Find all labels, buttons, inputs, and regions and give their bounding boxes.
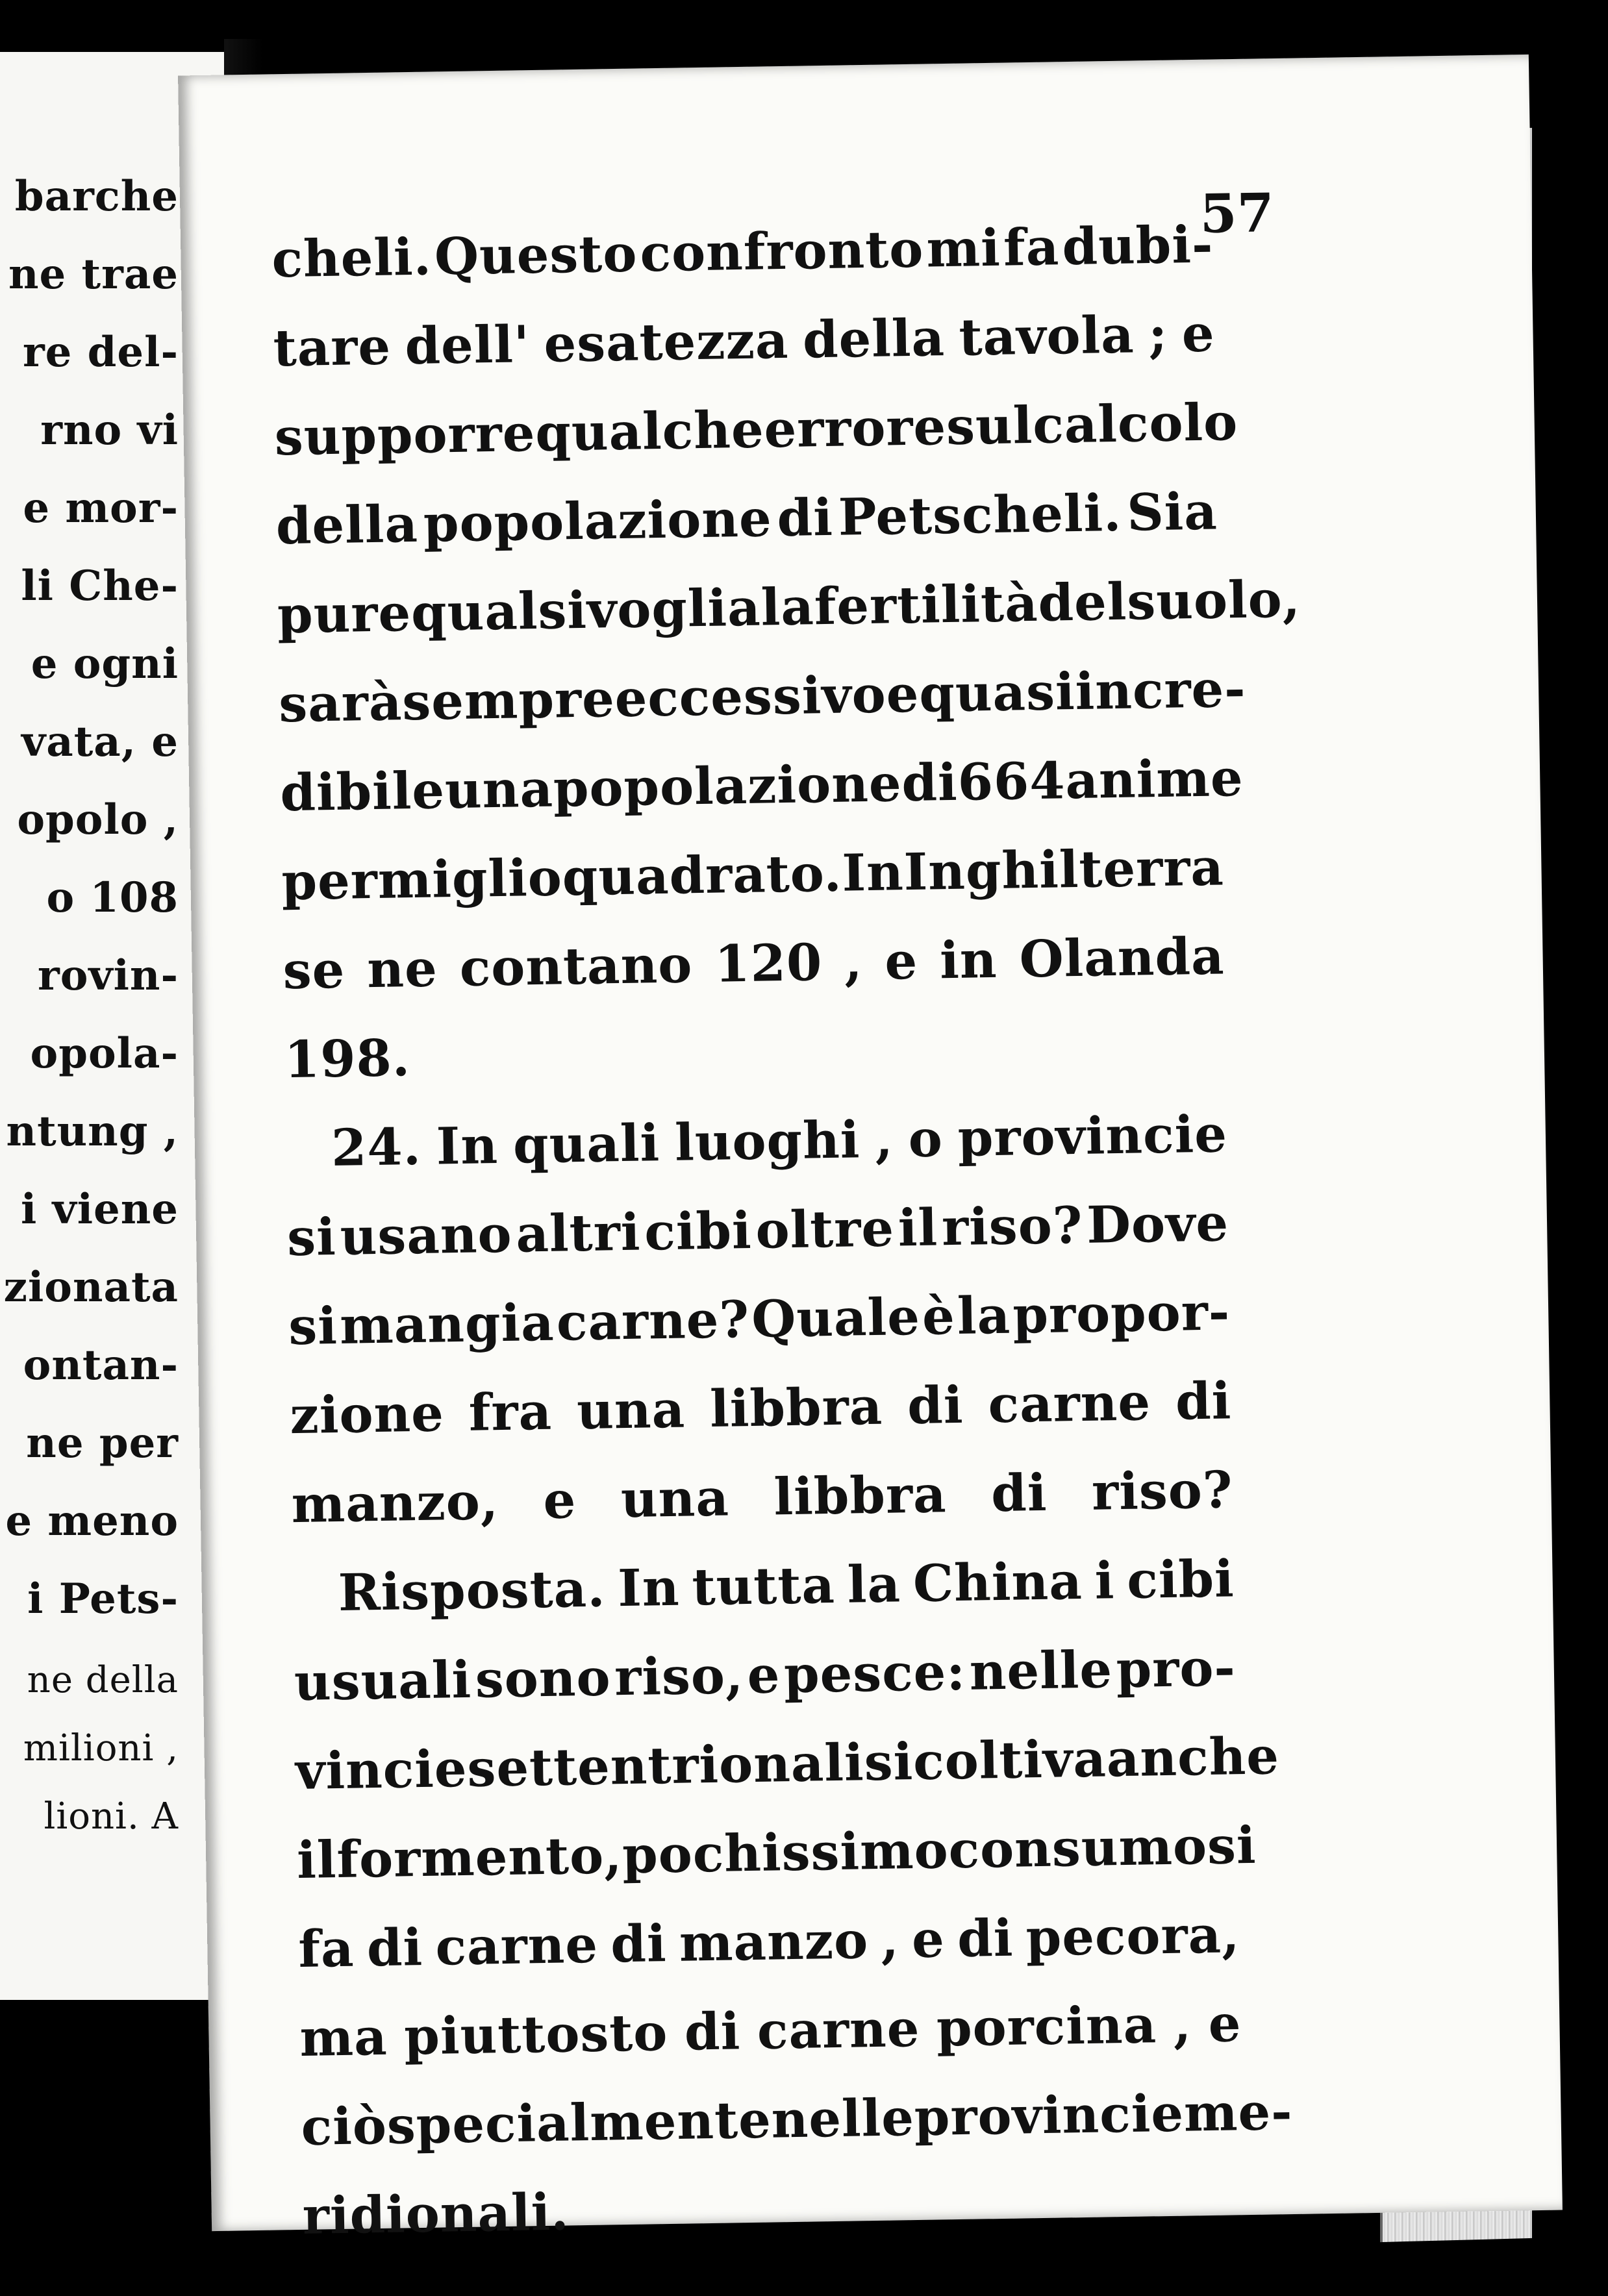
word: per	[281, 851, 379, 912]
text-line	[298, 1905, 1241, 2009]
left-page-line: e mor-	[23, 484, 179, 532]
word: specialmente	[386, 2090, 772, 2156]
word: usano	[339, 1204, 513, 1267]
word: 120	[714, 933, 823, 994]
word: nelle	[770, 2088, 915, 2150]
word: calcolo	[1032, 392, 1238, 455]
text-line	[278, 659, 1247, 764]
word: mi	[925, 218, 1001, 279]
word: libbra	[773, 1465, 948, 1527]
word: Olanda	[1018, 927, 1225, 990]
word: mangia	[339, 1293, 555, 1356]
word: e	[884, 931, 918, 992]
word: anche	[1106, 1727, 1280, 1789]
word: miglio	[377, 848, 563, 910]
word: anime	[1064, 748, 1244, 811]
text-line	[285, 1104, 1228, 1208]
word: riso,	[614, 1646, 744, 1708]
left-page-line: opola-	[30, 1029, 179, 1078]
word: Petscheli.	[838, 483, 1122, 547]
word: coltiva	[912, 1729, 1107, 1792]
word: In	[436, 1116, 499, 1177]
word: fra	[468, 1382, 553, 1443]
word: tavola	[958, 305, 1135, 368]
word: incre-	[1074, 659, 1247, 721]
word: propor-	[1012, 1282, 1231, 1345]
word: e	[542, 1471, 577, 1530]
text-line	[281, 838, 1224, 942]
word: di	[610, 1914, 668, 1975]
word: In	[617, 1558, 681, 1619]
word: ,	[844, 932, 864, 992]
word: di	[907, 1375, 964, 1436]
text-line	[273, 305, 1216, 408]
word: Quale	[751, 1287, 921, 1349]
word: la	[760, 577, 815, 638]
word: porcina	[936, 1995, 1157, 2058]
word: In	[841, 843, 905, 903]
word: i	[1094, 1551, 1116, 1611]
word: della	[275, 494, 419, 556]
word: di	[901, 753, 959, 814]
word: piuttosto	[403, 2003, 668, 2067]
word: si	[1207, 1816, 1257, 1876]
word: altri	[515, 1203, 642, 1264]
word: pro-	[1116, 1638, 1237, 1700]
word: errore	[763, 397, 947, 460]
word: carne	[757, 1999, 921, 2061]
text-line	[275, 482, 1218, 586]
word: esatezza	[543, 310, 790, 374]
word: suolo,	[1126, 569, 1301, 632]
word: ridionali.	[302, 2182, 570, 2246]
word: qualsivoglia	[410, 578, 762, 643]
text-line	[271, 216, 1214, 319]
word: confronto	[639, 219, 924, 284]
word: dubi-	[1061, 215, 1214, 277]
left-page-line: vata, e	[21, 718, 179, 766]
word: qualche	[534, 400, 765, 463]
word: pure	[277, 584, 412, 645]
word: una	[576, 1380, 686, 1441]
text-line	[296, 1816, 1257, 1920]
word: carne?	[556, 1290, 750, 1353]
word: e	[747, 1645, 781, 1706]
word: vincie	[295, 1739, 468, 1802]
word: Inghilterra	[903, 838, 1225, 903]
word: manzo	[679, 1911, 869, 1973]
word: il	[296, 1830, 338, 1890]
word: zione	[289, 1384, 445, 1446]
left-page-line: ne trae	[8, 250, 179, 299]
word: libbra	[709, 1377, 883, 1439]
word: di	[1175, 1371, 1232, 1432]
word: del	[1037, 572, 1128, 633]
left-page-line: ne per	[26, 1419, 179, 1467]
word: tare	[272, 317, 392, 379]
word: si	[863, 1732, 914, 1793]
word: di	[990, 1463, 1048, 1524]
word: il	[898, 1198, 938, 1258]
word: formento	[336, 1826, 605, 1890]
word: e	[885, 664, 920, 725]
word: è	[922, 1286, 956, 1347]
word: me-	[1183, 2082, 1294, 2143]
word: ,	[603, 1826, 623, 1886]
word: riso?	[1091, 1460, 1234, 1522]
word: manzo,	[290, 1472, 499, 1535]
text-line	[294, 1638, 1237, 1742]
word: della	[802, 308, 946, 370]
text-line	[286, 1193, 1229, 1297]
left-page-line: rovin-	[38, 951, 179, 1000]
word: quasi	[918, 662, 1076, 724]
left-page-footnote-line: milioni ,	[23, 1727, 179, 1769]
word: cibi	[1126, 1549, 1235, 1610]
word: pecora,	[1025, 1905, 1240, 1968]
text-line	[284, 1016, 1227, 1119]
word: si	[286, 1207, 337, 1268]
word: consumo	[948, 1816, 1208, 1880]
word: Questo	[434, 224, 638, 287]
text-line	[295, 1727, 1280, 1831]
word: di	[366, 1917, 423, 1978]
word: Sia	[1126, 482, 1218, 543]
left-page-line: zionata	[3, 1263, 179, 1312]
word: ,	[1173, 1995, 1192, 2054]
word: cheli.	[271, 227, 433, 290]
word: ,	[880, 1910, 900, 1970]
word: popolazione	[423, 489, 773, 554]
left-page-line: ntung ,	[6, 1107, 179, 1156]
left-page-line: li Che-	[21, 562, 179, 610]
word: ne	[366, 939, 438, 1000]
word: riso?	[941, 1195, 1084, 1258]
word: Dove	[1086, 1193, 1229, 1255]
word: se	[283, 940, 345, 1001]
word: pochissimo	[622, 1821, 949, 1886]
text-line	[277, 569, 1301, 675]
left-page-line: re del-	[22, 328, 179, 377]
left-page-line: rno vi	[40, 406, 179, 455]
text-line	[283, 927, 1225, 1030]
word: sul	[946, 395, 1034, 457]
right-page	[178, 55, 1563, 2246]
word: sono	[475, 1648, 612, 1710]
word: ma	[299, 2007, 388, 2068]
word: dibile	[279, 761, 446, 823]
body-text	[271, 215, 1301, 2276]
word: fa	[1003, 218, 1060, 278]
word: carne	[987, 1373, 1151, 1435]
word: di	[776, 488, 834, 549]
word: e	[1181, 304, 1216, 364]
word: provincie	[914, 2084, 1185, 2148]
word: sarà	[278, 673, 403, 734]
word: ,	[874, 1110, 894, 1169]
word: 664	[957, 751, 1066, 812]
word: una	[444, 759, 554, 821]
word: la	[957, 1286, 1011, 1346]
word: quadrato.	[562, 843, 843, 908]
word: tutta	[691, 1555, 836, 1617]
text-line	[288, 1282, 1231, 1386]
word: sempre	[401, 669, 616, 732]
word: e	[1208, 1994, 1242, 2054]
word: provincie	[957, 1104, 1228, 1168]
word: dell'	[404, 315, 531, 377]
word: in	[939, 930, 998, 991]
text-line	[279, 748, 1244, 853]
word: ciò	[300, 2096, 388, 2157]
left-page-footnote-line: ne della	[27, 1659, 179, 1701]
word: supporre	[274, 403, 536, 468]
text-line	[290, 1371, 1233, 1475]
text-line	[292, 1549, 1235, 1653]
left-page-line: opolo ,	[17, 795, 179, 844]
left-page-line: o 108	[46, 873, 179, 922]
word: 24.	[331, 1117, 422, 1179]
word: di	[957, 1908, 1014, 1969]
word: o	[907, 1109, 944, 1169]
left-page-line: e meno	[5, 1497, 179, 1545]
text-line	[274, 392, 1238, 497]
word: carne	[434, 1915, 599, 1977]
word: una	[620, 1468, 730, 1530]
left-page-footnote-line: lioni. A	[44, 1795, 179, 1838]
word: settentrionali	[466, 1733, 865, 1799]
left-page-line: barche	[14, 172, 179, 221]
text-line	[291, 1460, 1234, 1564]
word: pesce:	[783, 1642, 966, 1705]
text-line	[300, 2082, 1294, 2187]
left-page-line: e ogni	[31, 640, 179, 688]
left-page-line: i Pets-	[27, 1575, 179, 1623]
word: usuali	[294, 1650, 472, 1713]
word: fertilità	[814, 573, 1039, 637]
left-page-line: ontan-	[23, 1341, 179, 1390]
word: fa	[297, 1919, 355, 1979]
text-line	[299, 1994, 1242, 2098]
word: cibi	[644, 1201, 753, 1262]
word: luoghi	[674, 1110, 861, 1173]
word: nelle	[969, 1640, 1113, 1702]
word: oltre	[755, 1199, 895, 1260]
word: eccessivo	[614, 665, 887, 729]
word: e	[911, 1910, 946, 1970]
word: Risposta.	[338, 1559, 607, 1623]
word: si	[288, 1296, 338, 1357]
word: ;	[1148, 305, 1168, 365]
word: la	[847, 1554, 901, 1615]
text-line	[302, 2172, 1245, 2276]
word: contano	[459, 935, 693, 998]
page-number: 57	[1199, 182, 1275, 245]
word: popolazione	[553, 754, 903, 819]
word: 198.	[284, 1029, 411, 1090]
left-page-line: i viene	[20, 1185, 179, 1234]
word: quali	[512, 1114, 660, 1175]
word: di	[684, 2002, 741, 2062]
word: China	[912, 1551, 1083, 1614]
